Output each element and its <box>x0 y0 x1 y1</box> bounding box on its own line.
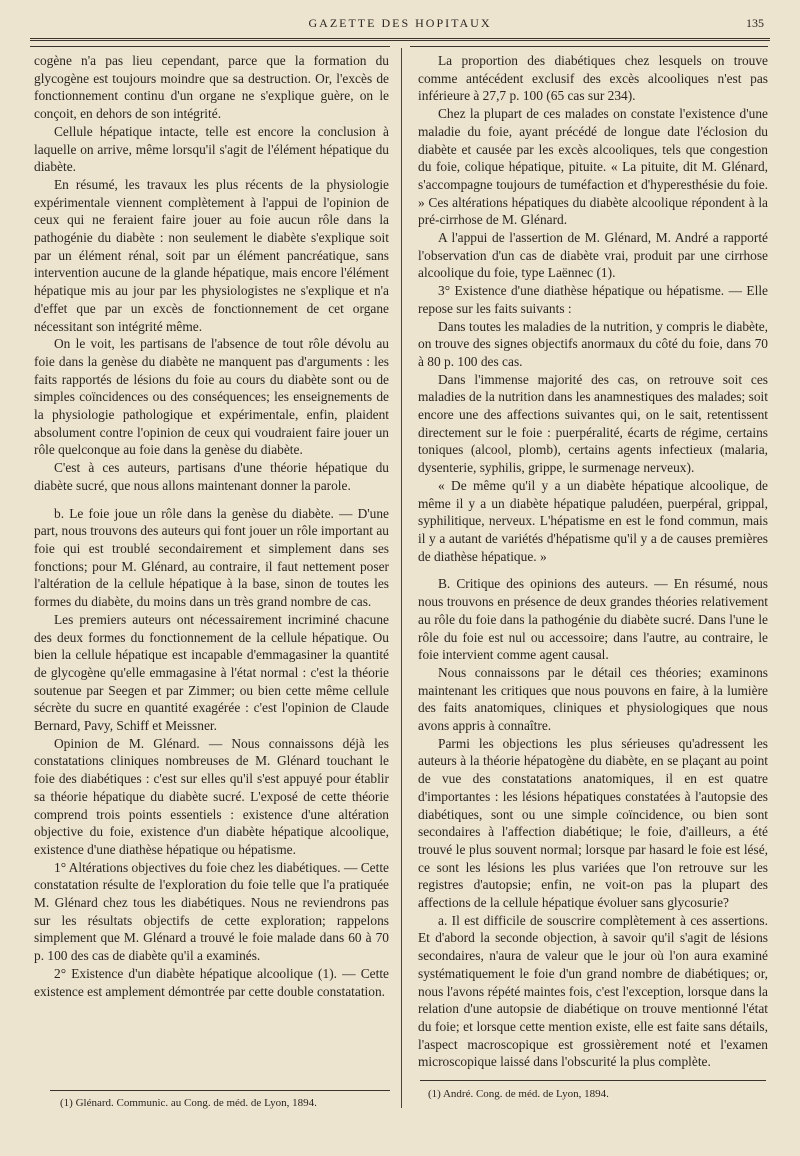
footnote-left: (1) Glénard. Communic. au Cong. de méd. de Lyon, 1894. <box>60 1097 317 1109</box>
paragraph: 1° Altérations objectives du foie chez les diabétiques. — Cette constatation résulte de l'exploration du foie telle que l'a pratiquée M. Glénard chez tous les diabétiques. Nous ne reviendrons pas sur les résultats objectifs de cette exploration; rappelons simplement que M. Glénard a trouvé le foie malade dans 60 à 70 p. 100 des cas de diabète qu'il a examinés. <box>34 859 389 964</box>
right-top-rule <box>410 46 768 47</box>
paragraph: Les premiers auteurs ont nécessairement incriminé chacune des deux formes du fonctionnement de la cellule hépatique. Ou bien la cellule hépatique est incapable d'emmagasiner la quantité de glycogène qu'elle emmagasine à l'état normal : c'est la théorie soutenue par Seegen et par Zimmer; ou bien cette même cellule sécrète du sucre en quantité exagérée : c'est l'opinion de Claude Bernard, Pavy, Schiff et Meissner. <box>34 611 389 734</box>
column-divider <box>401 48 402 1108</box>
paragraph: On le voit, les partisans de l'absence de tout rôle dévolu au foie dans la genèse du diabète ne manquent pas d'arguments : les faits rapportés de lésions du foie au cours du diabète sont ou de simples coïncidences ou des conséquences; les enseignements de la physiologie pathologique et expérimentale, enfin, plaident absolument contre l'opinion de ceux qui voudraient faire jouer un rôle quelconque au foie dans la genèse du diabète. <box>34 336 389 458</box>
paragraph: Dans l'immense majorité des cas, on retrouve soit ces maladies de la nutrition dans les anamnestiques des malades; soit encore une des affections suivantes qui, on le sait, retentissent directement sur le foie : puerpéralité, écarts de régime, certains toniques (alcool, plomb), certains agents infectieux (malaria, dysenterie, syphilis, grippe, le surmenage nerveux). <box>418 371 768 476</box>
paragraph: Nous connaissons par le détail ces théories; examinons maintenant les critiques que nous pouvons en faire, à la lumière des faits anatomiques, cliniques et physiologiques que nous avons appris à connaître. <box>418 664 768 734</box>
paragraph: C'est à ces auteurs, partisans d'une théorie hépatique du diabète sucré, que nous allons maintenant donner la parole. <box>34 460 389 493</box>
paragraph: 3° Existence d'une diathèse hépatique ou hépatisme. — Elle repose sur les faits suivants : <box>418 283 768 316</box>
footnote-rule-left <box>50 1090 390 1091</box>
left-top-rule <box>30 46 390 47</box>
paragraph: 2° Existence d'un diabète hépatique alcoolique (1). — Cette existence est amplement démontrée par cette double constatation. <box>34 965 389 999</box>
right-column <box>418 52 768 1071</box>
footnote-right: (1) André. Cong. de méd. de Lyon, 1894. <box>428 1088 609 1100</box>
paragraph: Cellule hépatique intacte, telle est encore la conclusion à laquelle on arrive, même lorsqu'il s'agit de l'élément hépatique du diabète. <box>34 123 389 175</box>
paragraph: cogène n'a pas lieu cependant, parce que la formation du glycogène est toujours moindre que sa destruction. Or, l'excès de fonctionnement continu d'un organe ne s'explique guère, on le conçoit, en dehors de son intégrité. <box>34 53 389 122</box>
paragraph: « De même qu'il y a un diabète hépatique alcoolique, de même il y a un diabète hépatique paludéen, puerpéral, grippal, syphilitique, nerveux. L'hépatisme en est le fond commun, mais il y a autant de variétés d'hépatisme qu'il y a de causes premières de diathèse hépatique. » <box>418 477 768 564</box>
header-rule <box>30 38 770 41</box>
paragraph: a. Il est difficile de souscrire complètement à ces assertions. Et d'abord la seconde objection, à savoir qu'il s'agit de lésions secondaires, n'aura de valeur que le jour où l'on aura examiné systématiquement le foie d'un grand nombre de diabétiques; or, nous l'avons répété maintes fois, c'est l'exception, lorsque dans la relation d'une autopsie de diabétique on trouve mentionné l'état du foie; et lorsque cette mention existe, elle est faite sans détails, l'aspect macroscopique est grossièrement noté et l'examen microscopique laissé dans l'obscurité la plus complète. <box>418 912 768 1070</box>
paragraph: Opinion de M. Glénard. — Nous connaissons déjà les constatations cliniques nombreuses de M. Glénard touchant le foie des diabétiques : c'est sur elles qu'il s'est appuyé pour établir sa théorie hépatique du diabète sucré. L'exposé de cette théorie comprend trois points essentiels : existence d'une altération objective du foie, existence d'un diabète hépatique alcoolique, existence d'une diathèse hépatique ou hépatisme. <box>34 735 389 857</box>
footnote-rule-right <box>420 1080 766 1081</box>
section-paragraph: B. Critique des opinions des auteurs. — En résumé, nous nous trouvons en présence de deux grandes théories relativement au rôle du foie dans la pathogénie du diabète sucré. Dans l'une le rôle du foie est nul ou accessoire; dans l'autre, au contraire, le foie intervient comme agent causal. <box>418 576 768 663</box>
page-number: 135 <box>746 16 764 30</box>
paragraph: Chez la plupart de ces malades on constate l'existence d'une maladie du foie, ayant précédé de longue date l'éclosion du diabète et causée par les excès alcooliques, tels que congestion du foie, colique hépatique, pituite. « La pituite, dit M. Glénard, s'accompagne toujours de tuméfaction et d'hyperesthésie du foie. » Ces altérations hépatiques du diabète alcoolique répondent à la pré-cirrhose de M. Glénard. <box>418 106 768 228</box>
journal-title: GAZETTE DES HOPITAUX <box>308 16 492 30</box>
section-paragraph: b. Le foie joue un rôle dans la genèse du diabète. — D'une part, nous trouvons des auteurs qui font jouer un rôle important au foie qui est troublé secondairement et simplement dans ses fonctions; pour M. Glénard, au contraire, il faut nettement poser l'altération de la cellule hépatique à la base, sinon de toutes les formes du diabète, du moins dans un très grand nombre de cas. <box>34 505 389 610</box>
left-column <box>34 52 389 1000</box>
paragraph: La proportion des diabétiques chez lesquels on trouve comme antécédent exclusif des excès alcooliques n'est pas inférieure à 27,7 p. 100 (65 cas sur 234). <box>418 53 768 104</box>
paragraph: A l'appui de l'assertion de M. Glénard, M. André a rapporté l'observation d'un cas de diabète vrai, produit par une cirrhose alcoolique du foie, type Laënnec (1). <box>418 230 768 281</box>
page-header <box>30 12 770 34</box>
paragraph: En résumé, les travaux les plus récents de la physiologie expérimentale viennent complètement à l'appui de l'opinion de ceux qui ne feraient faire jouer au foie aucun rôle dans la pathogénie du diabète : non seulement le diabète s'explique soit par un élément rénal, soit par un élément pancréatique, sans intervention aucune de la glande hépatique, mais encore l'élément hépatique mis au jour par les physiologistes ne s'explique et n'a d'effet que par un excès de fonctionnement de cet organe nécessitant son intégrité même. <box>34 176 389 334</box>
paragraph: Dans toutes les maladies de la nutrition, y compris le diabète, on trouve des signes objectifs anormaux du côté du foie, dans 70 à 80 p. 100 des cas. <box>418 318 768 369</box>
paragraph: Parmi les objections les plus sérieuses qu'adressent les auteurs à la théorie hépatogène du diabète, en se plaçant au point de vue des constatations anatomiques, il en est quatre d'importantes : les lésions hépatiques constatées à l'autopsie des diabétiques, sont ou une simple coïncidence, ou bien sont secondaires à l'affection diabétique; le foie, d'ailleurs, a été trouvé le plus souvent normal; lorsque par hasard le foie est lésé, ce sont les lésions les plus variées que l'on retrouve sur les registres d'autopsie; enfin, ne voit-on pas la plupart des affections de la cellule hépatique évoluer sans glycosurie? <box>418 735 768 911</box>
